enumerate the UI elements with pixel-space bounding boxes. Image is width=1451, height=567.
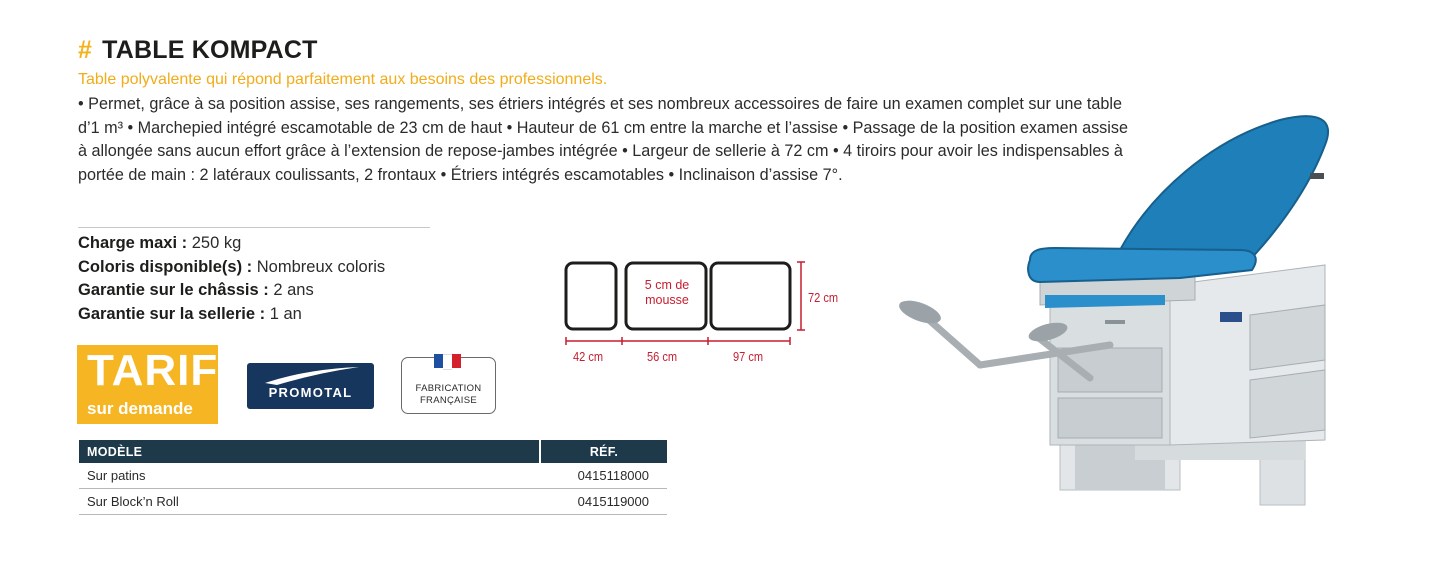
width-label-97: 97 cm bbox=[733, 349, 764, 364]
row-model: Sur Block’n Roll bbox=[79, 489, 540, 515]
logo-text: PROMOTAL bbox=[268, 385, 353, 400]
row-model: Sur patins bbox=[79, 463, 540, 489]
fabrication-line2: FRANÇAISE bbox=[419, 395, 478, 406]
tarif-label: TARIF bbox=[87, 346, 219, 395]
product-description: • Permet, grâce à sa position assise, ses rangements, ses étriers intégrés et ses nombreux accessoires de faire un examen complet sur une table d’1 m³ • Marchepied intégré escamotable de 23 cm de haut • Hauteur de 61 cm entre la marche et l’assise • Passage de la position examen assise à allongée sans aucun effort grâce à l’extension de repose-jambes intégrée • Largeur de sellerie à 72 cm • 4 tiroirs pour avoir les indispensables à portée de main : 2 latéraux coulissants, 2 frontaux • Étriers intégrés escamotables • Inclinaison d’assise 7°. bbox=[78, 95, 1128, 184]
specs-list bbox=[78, 232, 385, 326]
mousse-label: 5 cm de mousse bbox=[644, 278, 690, 307]
table-row bbox=[79, 463, 667, 489]
height-label: 72 cm bbox=[808, 290, 839, 305]
table-row bbox=[79, 489, 667, 515]
fabrication-line1: FABRICATION bbox=[415, 383, 482, 394]
promotal-logo bbox=[247, 363, 374, 409]
header-ref: RÉF. bbox=[540, 440, 667, 463]
spec-garantie-sellerie: Garantie sur la sellerie : 1 an bbox=[78, 304, 302, 323]
spec-coloris: Coloris disponible(s) : Nombreux coloris bbox=[78, 257, 386, 276]
product-subtitle: Table polyvalente qui répond parfaitement aux besoins des professionnels. bbox=[78, 71, 608, 88]
product-photo bbox=[880, 100, 1340, 530]
width-label-56: 56 cm bbox=[647, 349, 678, 364]
models-table bbox=[79, 440, 667, 515]
seat-section-left bbox=[566, 263, 616, 329]
width-label-42: 42 cm bbox=[573, 349, 604, 364]
row-ref: 0415118000 bbox=[540, 463, 667, 489]
header-model: MODÈLE bbox=[79, 440, 540, 463]
page-title bbox=[78, 36, 318, 65]
fabrication-francaise-badge bbox=[401, 357, 496, 414]
row-ref: 0415119000 bbox=[540, 489, 667, 515]
seat-section-right bbox=[711, 263, 790, 329]
table-header-row bbox=[79, 440, 667, 463]
hash-symbol: # bbox=[78, 36, 93, 64]
tarif-badge bbox=[77, 345, 218, 424]
product-title: TABLE KOMPACT bbox=[102, 36, 318, 64]
spec-garantie-chassis: Garantie sur le châssis : 2 ans bbox=[78, 281, 314, 299]
divider bbox=[78, 227, 430, 228]
tarif-sublabel: sur demande bbox=[87, 399, 193, 418]
spec-charge: Charge maxi : 250 kg bbox=[78, 234, 242, 252]
french-flag-icon bbox=[434, 354, 461, 370]
logo-swoosh-icon bbox=[247, 363, 374, 387]
